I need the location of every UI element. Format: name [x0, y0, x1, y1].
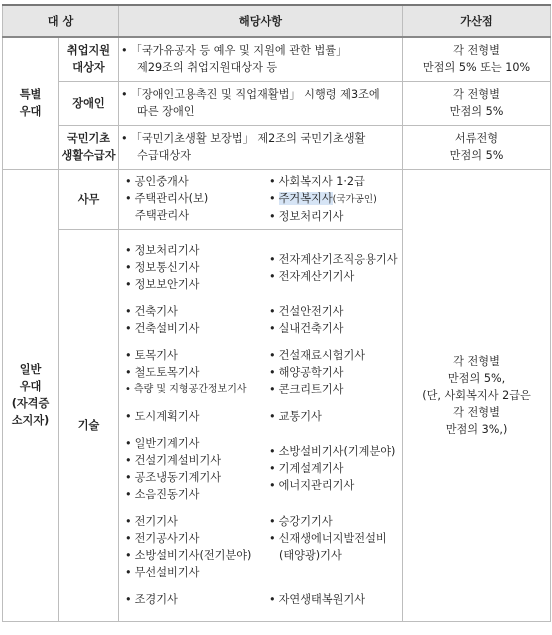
general-label-line: (자격증 [11, 397, 50, 410]
criteria-line: 수급대상자 [137, 149, 192, 162]
certificate-item: • 토목기사 [125, 347, 269, 364]
certificate-item: • 건축기사 [125, 303, 269, 320]
certificate-item: • 소방설비기사(전기분야) [125, 547, 269, 564]
target-office: 사무 [59, 169, 119, 229]
table-row [3, 81, 551, 125]
certificate-item: • 정보처리기사 [125, 242, 269, 259]
points-disabled [403, 81, 551, 125]
certificate-item: • 건축설비기사 [125, 320, 269, 337]
table-row [3, 125, 551, 169]
criteria-line: • 「국민기초생활 보장법」 제2조의 국민기초생활 [127, 130, 398, 147]
points-line: 각 전형별 [453, 88, 500, 101]
certificate-item: • 전기공사기사 [125, 530, 269, 547]
certificate-item: • 철도토목기사 [125, 364, 269, 381]
certificate-item: • 정보처리기사 [269, 208, 398, 225]
special-label-line: 우대 [19, 105, 42, 119]
points-line: 만점의 5% [449, 105, 504, 118]
certificate-item-highlighted: 주거복지사 [278, 192, 333, 205]
target-basic-livelihood [59, 125, 119, 169]
criteria-line: • 「장애인고용촉진 및 직업재활법」 시행령 제3조에 [127, 86, 398, 103]
certificate-item: • 실내건축기사 [269, 320, 398, 337]
certificate-item: • 신재생에너지발전설비 [269, 530, 398, 547]
certificate-item: • 기계설계기사 [269, 460, 398, 477]
target-line: 대상자 [72, 61, 105, 75]
certificate-item: • 무선설비기사 [125, 564, 269, 581]
points-line: 만점의 5% 또는 10% [422, 61, 531, 75]
certificate-item: • 건설안전기사 [269, 303, 398, 320]
target-line: 장애인 [72, 96, 105, 110]
target-line: 국민기초 [66, 132, 111, 145]
points-line: 만점의 5% [449, 149, 504, 162]
points-basic-livelihood [403, 125, 551, 169]
bonus-points-table [2, 4, 551, 622]
office-certificates [119, 169, 403, 229]
certificate-note: (국가공인) [332, 194, 377, 205]
certificate-item: 주택관리사 [135, 209, 190, 222]
points-line: 각 전형별 [453, 405, 500, 419]
certificate-item: • 사회복지사 1·2급 [269, 173, 398, 190]
target-line: 생활수급자 [61, 149, 116, 162]
target-employment-support [59, 37, 119, 81]
certificate-item: (태양광)기사 [279, 549, 342, 562]
certificate-item: • 소방설비기사(기계분야) [269, 443, 398, 460]
points-line: 만점의 3%,) [445, 422, 508, 436]
general-label [3, 169, 59, 621]
criteria-line: 따른 장애인 [137, 105, 195, 118]
target-disabled [59, 81, 119, 125]
certificate-item: • 공조냉동기계기사 [125, 469, 269, 486]
general-label-line: 우대 [19, 380, 42, 393]
certificate-item: • 승강기기사 [269, 513, 398, 530]
certificate-item: • 콘크리트기사 [269, 381, 398, 398]
criteria-disabled [119, 81, 403, 125]
points-line: (단, 사회복지사 2급은 [422, 388, 531, 402]
points-general [403, 169, 551, 621]
certificate-item: • 전기기사 [125, 513, 269, 530]
certificate-item: • 조경기사 [125, 591, 269, 608]
certificate-item: • 정보통신기사 [125, 259, 269, 276]
certificate-item: • 전자계산기조직응용기사 [269, 251, 398, 268]
criteria-basic-livelihood [119, 125, 403, 169]
table-header [3, 5, 551, 37]
header-points: 가산점 [403, 5, 551, 37]
target-tech: 기술 [59, 229, 119, 621]
table-row [3, 169, 551, 229]
points-line: 서류전형 [454, 132, 499, 145]
header-criteria: 해당사항 [119, 5, 403, 37]
certificate-item: • 전자계산기기사 [269, 268, 398, 285]
special-label-line: 특별 [19, 88, 42, 102]
criteria-line: • 「국가유공자 등 예우 및 지원에 관한 법률」 [127, 42, 398, 59]
certificate-item: • 건설재료시험기사 [269, 347, 398, 364]
tech-certificates [119, 229, 403, 621]
points-employment-support [403, 37, 551, 81]
general-label-line: 소지자) [11, 414, 50, 427]
criteria-line: 제29조의 취업지원대상자 등 [137, 61, 278, 75]
certificate-item: • 주택관리사(보) [125, 190, 269, 207]
certificate-item: • 건설기계설비기사 [125, 452, 269, 469]
points-line: 만점의 5%, [447, 371, 506, 385]
certificate-item: • 도시계획기사 [125, 408, 269, 425]
certificate-item: • 소음진동기사 [125, 486, 269, 503]
header-target: 대 상 [3, 5, 119, 37]
points-line: 각 전형별 [453, 44, 500, 58]
target-line: 취업지원 [66, 44, 111, 58]
general-label-line: 일반 [19, 363, 42, 376]
certificate-item: • 해양공학기사 [269, 364, 398, 381]
certificate-item: • 공인중개사 [125, 173, 269, 190]
certificate-item: • 자연생태복원기사 [269, 591, 398, 608]
table-row [3, 37, 551, 81]
criteria-employment-support [119, 37, 403, 81]
certificate-item: • 정보보안기사 [125, 276, 269, 293]
points-line: 각 전형별 [453, 354, 500, 368]
special-label [3, 37, 59, 169]
certificate-item: • 측량 및 지형공간정보기사 [125, 381, 269, 398]
certificate-item: • 교통기사 [269, 408, 398, 425]
certificate-item: • 일반기계기사 [125, 435, 269, 452]
certificate-item: • 에너지관리기사 [269, 477, 398, 494]
